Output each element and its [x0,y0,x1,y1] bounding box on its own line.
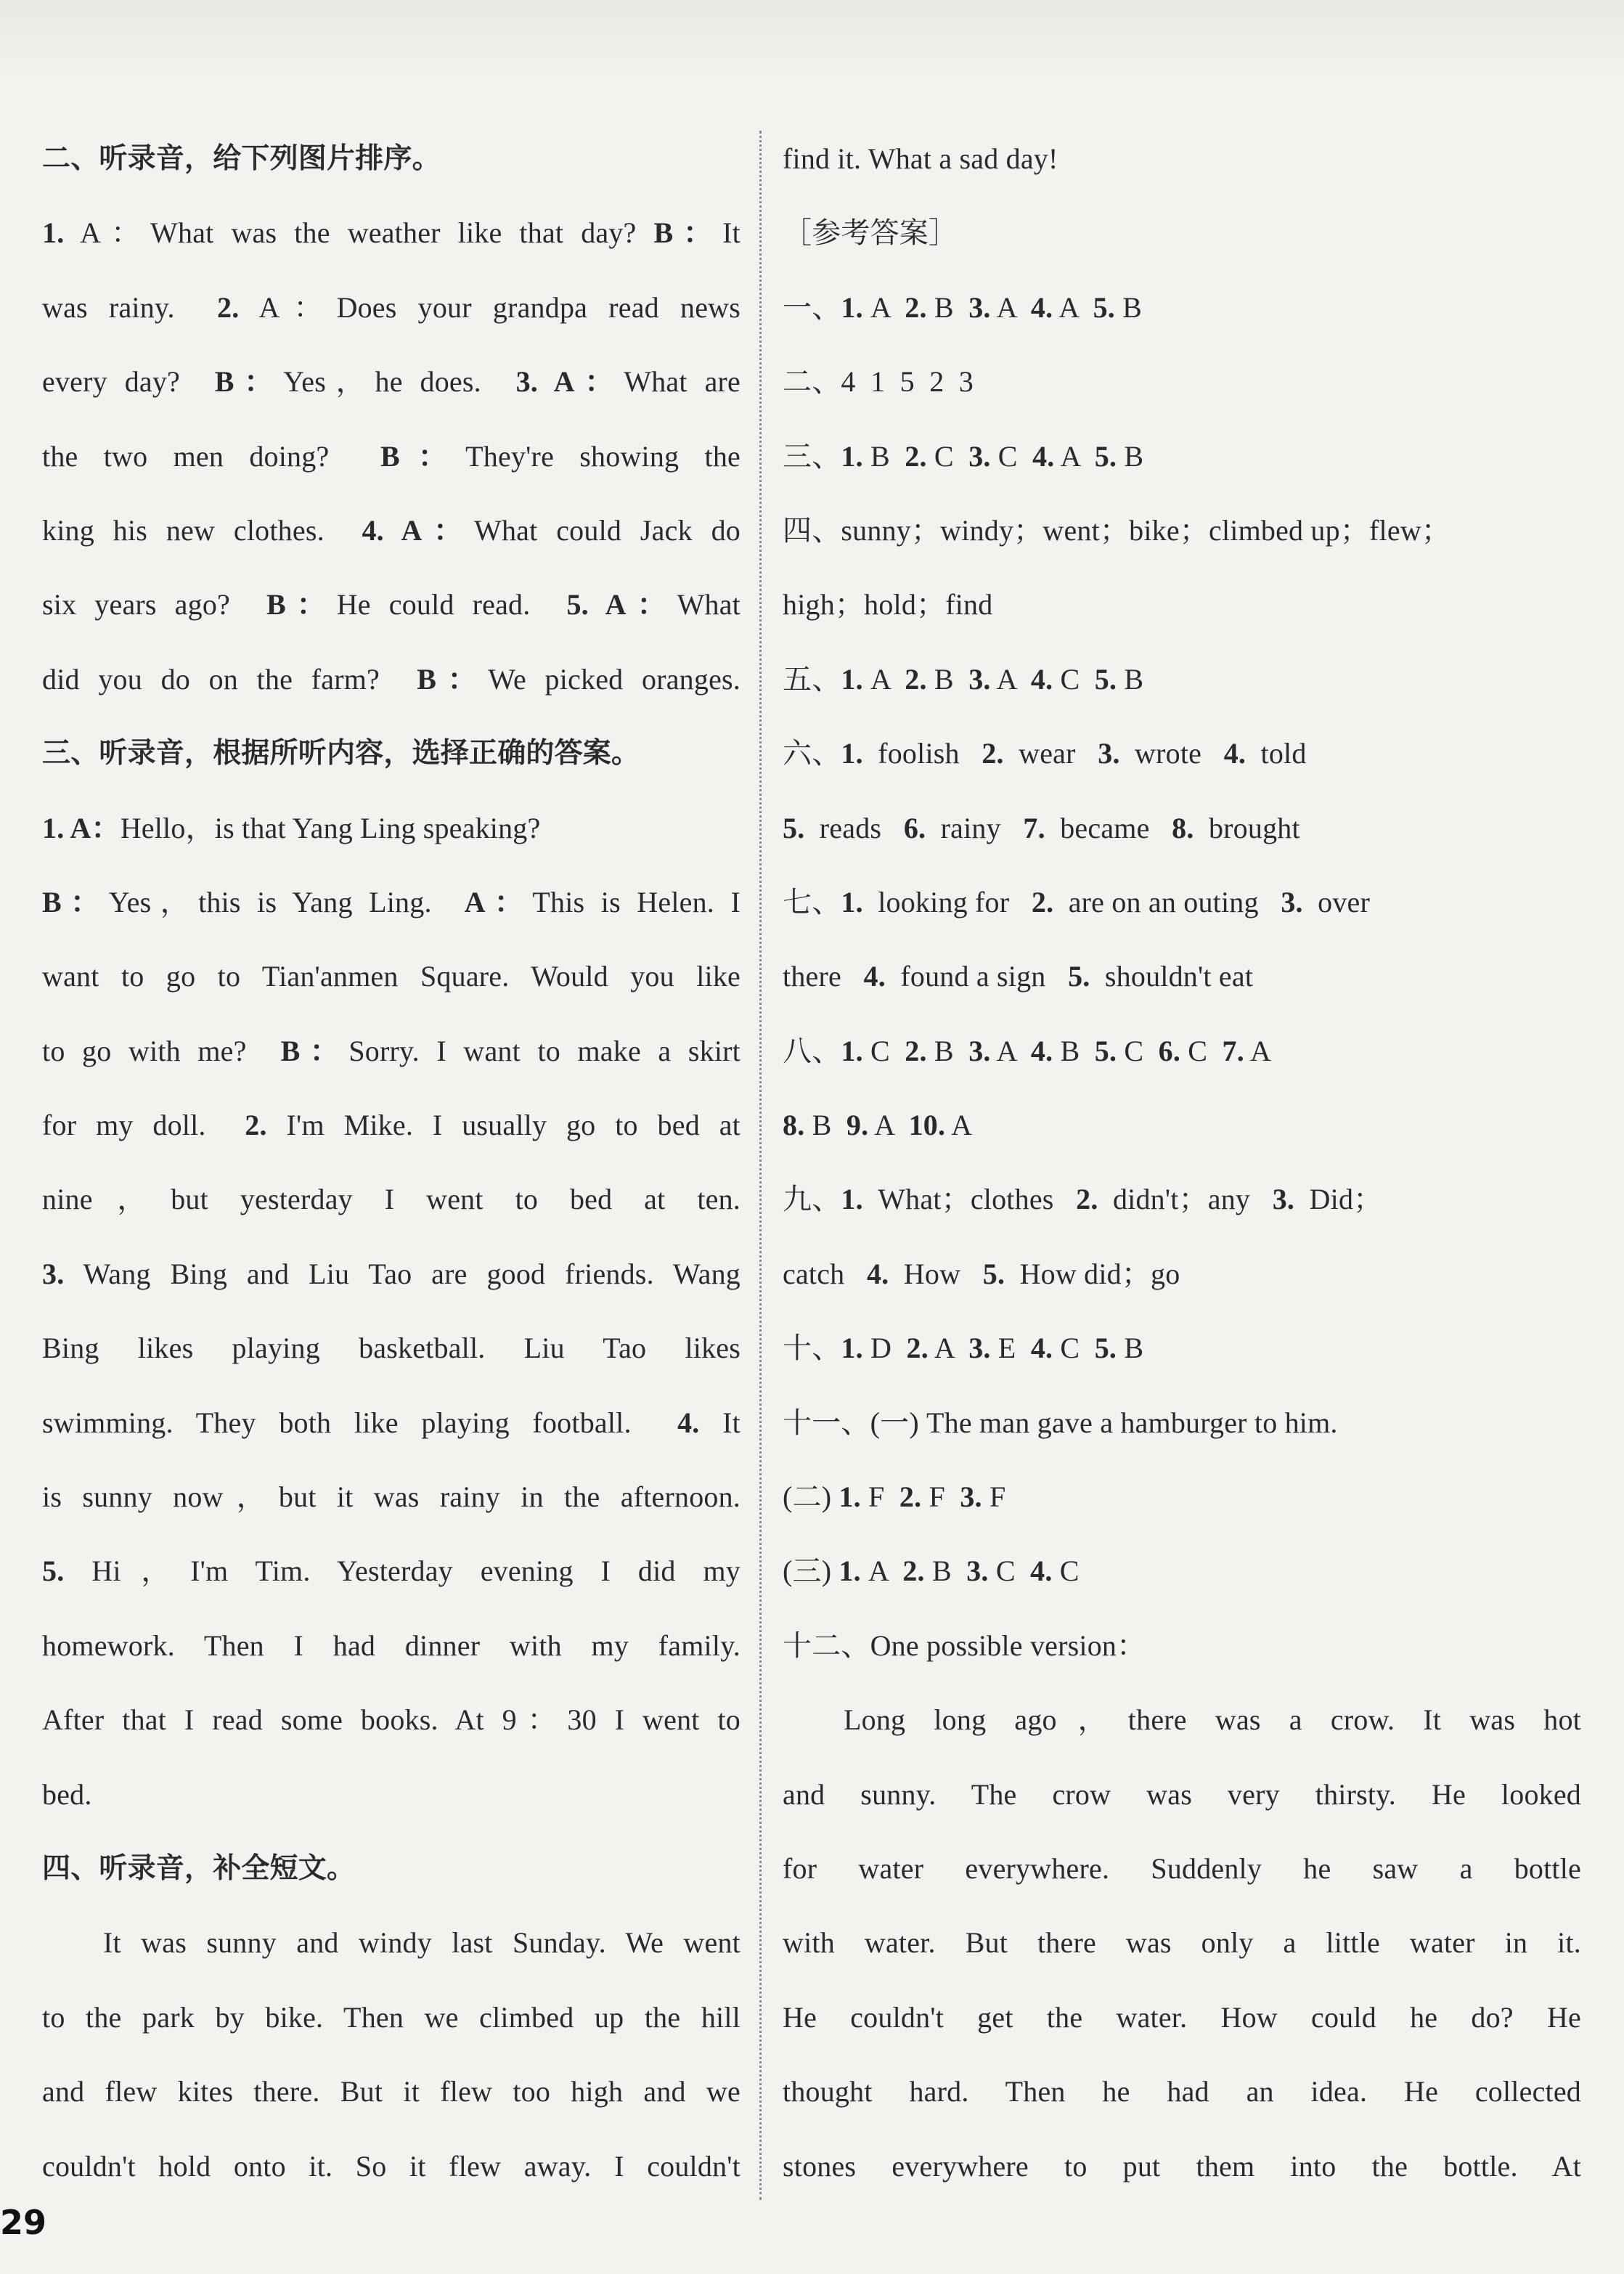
item-label: 2. [906,1332,929,1365]
answer-key [783,122,1581,1683]
text-run: Sorry. I want to make a skirt [348,1034,740,1067]
text-run: How did；go [1005,1257,1180,1290]
answer-line [783,717,1581,791]
text-run: told [1246,737,1307,770]
text-run: looking for [862,885,1032,918]
text-run: 四、sunny；windy；went；bike；climbed up；flew； [783,513,1451,547]
text-run: 二、4 1 5 2 3 [783,365,974,399]
item-label: 4. [362,513,384,547]
text-run: Did； [1294,1183,1383,1216]
text-run: 六、 [783,737,841,770]
answer-line [783,1386,1581,1460]
text-run: How [889,1257,983,1290]
text-run: C [988,1554,1031,1588]
item-label: 8. [783,1109,805,1142]
text-run: 一、 [783,290,841,324]
item-label: 3. [1281,885,1303,918]
item-label: 2. [1031,885,1054,918]
text-run: find it. What a sad day! [783,142,1058,175]
item-label: 2. [982,737,1004,770]
transcript-line [42,420,740,494]
answer-line [783,643,1581,717]
text-run: reads [804,811,904,844]
item-label: B： [214,365,284,399]
text-run: This is Helen. I [532,885,740,918]
transcript-line [42,1237,740,1311]
text-run: C [1053,1332,1095,1365]
item-label: B： [417,662,489,696]
text-run: E [990,1332,1031,1365]
text-run: A [1054,439,1095,473]
answer-line [783,940,1581,1014]
text-run: want to go to Tian'anmen Square. Would you like [42,960,740,993]
text-run: A [860,1554,903,1588]
essay-line: stones everywhere to put them into the bottle. At [783,2149,1581,2183]
item-label: B： [266,588,337,622]
text-run: They're showing the [465,439,740,473]
item-label: 3. [1272,1183,1295,1216]
item-label: 2. [905,439,927,473]
item-label: 4. [863,960,886,993]
item-label: 5. [1094,1034,1117,1067]
item-label: 10. [908,1109,946,1142]
item-label: A： [383,513,474,547]
answer-line [783,1609,1581,1683]
item-label: 6. [903,811,926,844]
item-label: 5. [1094,439,1117,473]
answer-line [783,1237,1581,1311]
transcript-line [42,271,740,345]
item-label: 3. [42,1257,65,1290]
text-run: What；clothes [862,1183,1077,1216]
text-run: A [1053,290,1093,324]
text-run: swimming. They both like playing football. [42,1406,678,1439]
essay-line: He couldn't get the water. How could he do? He [783,2000,1581,2034]
text-run: bed. [42,1777,92,1811]
text-run: 十二、One possible version： [783,1629,1146,1662]
essay-line: and sunny. The crow was very thirsty. He looked [783,1777,1581,1811]
text-run: shouldn't eat [1090,960,1254,993]
item-label: 9. [846,1109,869,1142]
text-run: Hi，I'm Tim. Yesterday evening I did my [64,1554,740,1588]
essay-line: Long long ago，there was a crow. It was hot [844,1703,1581,1737]
transcript-line [42,643,740,717]
text-run: 八、 [783,1034,841,1067]
item-label: 3. [968,662,991,696]
item-label: 6. [1158,1034,1181,1067]
text-run: It [722,216,740,250]
text-run: became [1045,811,1172,844]
text-run: He could read. [336,588,567,622]
text-run: over [1302,885,1370,918]
transcript-line [42,791,740,865]
text-run: D [862,1332,907,1365]
transcript-line [42,1683,740,1757]
text-run: king his new clothes. [42,513,362,547]
text-run: F [921,1480,960,1514]
item-label: 2. [905,1034,927,1067]
answer-line [783,865,1581,940]
text-run: rainy [926,811,1024,844]
text-run: C [862,1034,905,1067]
column-divider [759,131,762,2200]
answer-line [783,420,1581,494]
text-run: there [783,960,864,993]
text-run: A [1244,1034,1272,1067]
answer-line [783,1311,1581,1385]
transcript-line [42,568,740,642]
text-run: found a sign [885,960,1069,993]
text-run: (二) [783,1480,839,1514]
item-label: 2. [1076,1183,1098,1216]
answer-line [783,1014,1581,1088]
item-label: B： [42,885,109,918]
text-run: B [926,662,969,696]
transcript-line [42,865,740,940]
text-run: six years ago? [42,588,266,622]
text-run: catch [783,1257,867,1290]
text-run: 三、 [783,439,841,473]
item-label: 7. [1222,1034,1244,1067]
item-label: 1. [841,290,863,324]
item-label: 3. [960,1480,982,1514]
item-label: 2. [245,1109,267,1142]
answer-line [783,1162,1581,1236]
text-run: A [868,1109,909,1142]
item-label: B： [380,439,466,473]
transcript-line [42,1460,740,1534]
text-run: B [862,439,905,473]
text-run: B [1117,662,1144,696]
text-run: A [990,662,1031,696]
text-run: 九、 [783,1183,841,1216]
item-label: 1. [841,662,863,696]
scan-top-edge [0,0,1624,80]
text-run: brought [1193,811,1300,844]
transcript-line [42,345,740,419]
text-run: A [990,290,1031,324]
item-label: 5. [982,1257,1005,1290]
text-run: to go with me? [42,1034,281,1067]
transcript-line [42,1386,740,1460]
text-run: the two men doing? [42,439,380,473]
transcript-line [42,1609,740,1683]
text-run: is sunny now，but it was rainy in the afternoon. [42,1480,740,1514]
item-label: 1. [841,1332,863,1365]
item-label: 1. [841,737,863,770]
text-run: C [1117,1034,1159,1067]
text-run: A：Does your grandpa read news [239,290,740,324]
item-label: A： [588,588,677,622]
text-run: high；hold；find [783,588,993,622]
text-run: wear [1003,737,1098,770]
answer-line [783,494,1581,568]
text-run: B [924,1554,967,1588]
item-label: 5. [1094,662,1117,696]
item-label: 1. [841,1034,863,1067]
text-run: F [982,1480,1006,1514]
section-2-heading: 二、听录音，给下列图片排序。 [42,142,441,175]
item-label: B： [653,216,723,250]
item-label: 1. [42,811,65,844]
passage-line: couldn't hold onto it. So it flew away. I couldn't [42,2149,740,2183]
text-run: nine，but yesterday I went to bed at ten. [42,1183,740,1216]
text-run: F [860,1480,899,1514]
transcript-line [42,1088,740,1162]
essay-line: for water everywhere. Suddenly he saw a bottle [783,1851,1581,1885]
item-label: 4. [1030,290,1053,324]
text-run: Bing likes playing basketball. Liu Tao likes [42,1332,740,1365]
text-run: B [926,1034,969,1067]
item-label: 1. [838,1554,861,1588]
item-label: 3. [1098,737,1120,770]
transcript-line [42,1311,740,1385]
item-label: 2. [899,1480,922,1514]
item-label: 1. [841,885,863,918]
answer-line [783,791,1581,865]
item-label: 4. [1030,1332,1053,1365]
text-run: What could Jack do [473,513,741,547]
item-label: 5. [1093,290,1115,324]
passage-line: It was sunny and windy last Sunday. We went [103,1926,740,1960]
item-label: 5. [1094,1332,1117,1365]
section-3-heading: 三、听录音，根据所听内容，选择正确的答案。 [42,737,640,770]
text-run: A [862,290,905,324]
item-label: 3. [968,439,991,473]
section-4-heading: 四、听录音，补全短文。 [42,1851,356,1885]
item-label: 5. [566,588,589,622]
item-label: 3. [966,1554,989,1588]
item-label: 3. [515,365,538,399]
text-run: homework. Then I had dinner with my family. [42,1629,740,1662]
answer-line [783,1088,1581,1162]
answer-line [783,196,1581,270]
item-label: 4. [1223,737,1246,770]
text-run: did you do on the farm? [42,662,417,696]
text-run: B [1053,1034,1095,1067]
text-run: C [926,439,969,473]
page-number: 29 [0,2203,47,2242]
text-run: A [928,1332,969,1365]
item-label: A： [464,885,533,918]
answer-line [783,345,1581,419]
text-run: What [677,588,740,622]
item-label: 4. [866,1257,889,1290]
text-run: was rainy. [42,290,217,324]
text-run: 五、 [783,662,841,696]
text-run: Yes，he does. [283,365,516,399]
transcript-line [42,1758,740,1832]
answer-line [783,1460,1581,1534]
text-run: I'm Mike. I usually go to bed at [266,1109,740,1142]
item-label: 2. [905,290,927,324]
passage-line: and flew kites there. But it flew too high and we [42,2075,740,2108]
item-label: 3. [968,1034,991,1067]
transcript-line [42,1014,740,1088]
text-run: C [1052,1554,1080,1588]
section-3-transcript [42,791,740,1832]
text-run: B [1117,1332,1144,1365]
item-label: 2. [902,1554,925,1588]
text-run: Yes，this is Yang Ling. [108,885,465,918]
text-run: every day? [42,365,215,399]
text-run: A [862,662,905,696]
item-label: 1. [841,439,863,473]
text-run: 十、 [783,1332,841,1365]
item-label: B： [280,1034,349,1067]
item-label: 2. [217,290,240,324]
text-run: ［参考答案］ [783,216,958,250]
text-run: for my doll. [42,1109,245,1142]
answer-line [783,122,1581,196]
item-label: 4. [1032,439,1055,473]
item-label: 5. [42,1554,65,1588]
item-label: 1. [841,1183,863,1216]
text-run: B [1114,290,1143,324]
item-label: 1. [42,216,65,250]
section-2-transcript [42,196,740,717]
text-run: A [990,1034,1031,1067]
item-label: 2. [905,662,927,696]
text-run: A：What was the weather like that day? [64,216,654,250]
text-run: wrote [1119,737,1224,770]
text-run: 十一、(一) The man gave a hamburger to him. [783,1406,1338,1439]
item-label: 4. [1030,662,1053,696]
essay-line: thought hard. Then he had an idea. He collected [783,2075,1581,2108]
item-label: 4. [677,1406,700,1439]
text-run: C [990,439,1033,473]
item-label: 7. [1023,811,1045,844]
text-run: B [926,290,969,324]
text-run: foolish [862,737,982,770]
item-label: 1. [838,1480,861,1514]
text-run: B [804,1109,846,1142]
text-run: Wang Bing and Liu Tao are good friends. Wang [64,1257,740,1290]
text-run: It [699,1406,740,1439]
transcript-line [42,494,740,568]
text-run: C [1180,1034,1223,1067]
text-run: We picked oranges. [488,662,740,696]
passage-line: to the park by bike. Then we climbed up the hill [42,2000,740,2034]
item-label: 4. [1030,1554,1053,1588]
essay-line: with water. But there was only a little water in it. [783,1926,1581,1960]
text-run: B [1117,439,1144,473]
text-run: After that I read some books. At 9：30 I went to [42,1703,740,1737]
transcript-line [42,196,740,270]
text-run: What are [624,365,740,399]
item-label: 3. [968,290,991,324]
item-label: 8. [1172,811,1194,844]
transcript-line [42,940,740,1014]
answer-line [783,568,1581,642]
text-run: (三) [783,1554,839,1588]
item-label: 5. [1068,960,1090,993]
answer-line [783,1534,1581,1608]
text-run: 七、 [783,885,841,918]
item-label: 5. [783,811,805,844]
text-run: didn't；any [1098,1183,1273,1216]
model-essay [783,1683,1581,2204]
item-label: A： [64,811,121,844]
text-run: C [1053,662,1095,696]
text-run: are on an outing [1053,885,1281,918]
right-column [783,122,1581,2204]
text-run: Hello，is that Yang Ling speaking? [120,811,541,844]
answer-line [783,271,1581,345]
item-label: 4. [1030,1034,1053,1067]
section-4-passage [42,1906,740,2204]
left-column [42,122,740,2204]
item-label: A： [538,365,624,399]
transcript-line [42,1162,740,1236]
item-label: 3. [968,1332,991,1365]
transcript-line [42,1534,740,1608]
text-run: A [945,1109,973,1142]
